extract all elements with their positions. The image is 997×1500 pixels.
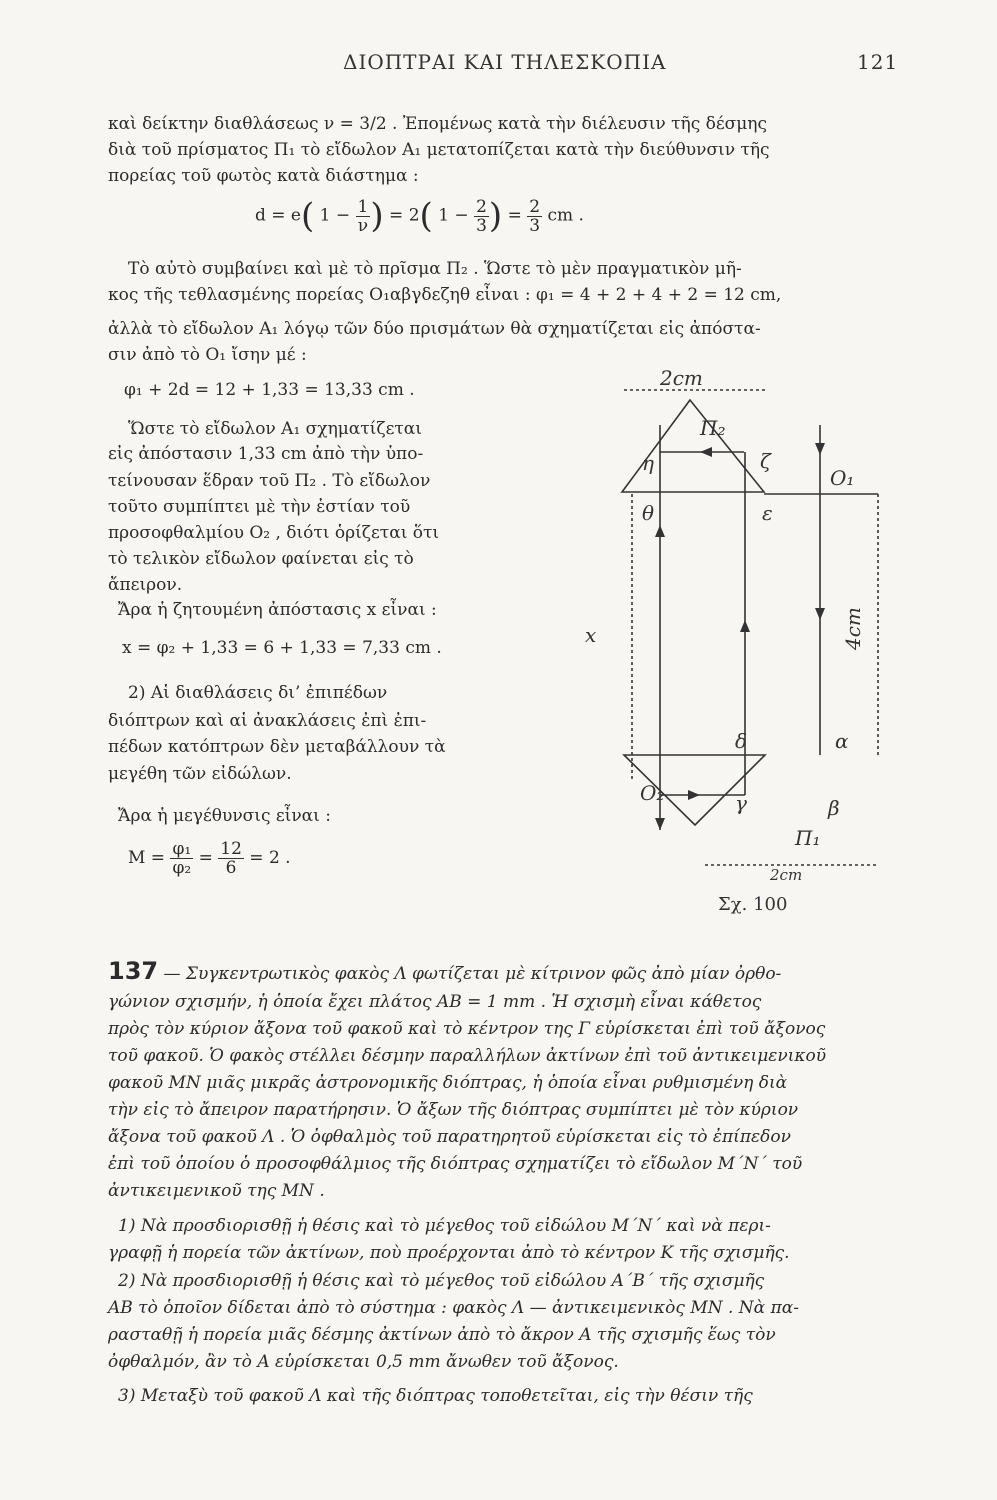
fraction: $\frac{2}{3}$ (476, 196, 487, 236)
label-eta: η (642, 451, 654, 475)
text-line: διὰ τοῦ πρίσματος Π₁ τὸ εἴδωλον Α₁ μετατοπίζεται κατὰ τὴν διεύθυνσιν τῆς (108, 140, 770, 160)
text-line: γραφῇ ἡ πορεία τῶν ἀκτίνων, ποὺ προέρχονται ἀπὸ τὸ κέντρον Κ τῆς σχισμῆς. (108, 1243, 790, 1263)
text-line: 1) Νὰ προσδιορισθῇ ἡ θέσις καὶ τὸ μέγεθος τοῦ εἰδώλου Μ΄Ν΄ καὶ νὰ περι- (118, 1216, 771, 1236)
text-line: 2) Νὰ προσδιορισθῇ ἡ θέσις καὶ τὸ μέγεθος τοῦ εἰδώλου Α΄Β΄ τῆς σχισμῆς (118, 1271, 765, 1291)
arrow-head (700, 447, 712, 457)
eq-part: d = e (255, 205, 301, 226)
running-header-title: ΔΙΟΠΤΡΑΙ ΚΑΙ ΤΗΛΕΣΚΟΠΙΑ (343, 50, 667, 74)
prism-p2-shape (622, 400, 764, 492)
figure-caption: Σχ. 100 (718, 894, 788, 915)
equation-magnification: M = $\frac{\text{φ₁}}{\text{φ₂}}$ = $\frac{12}{6}$ = 2 . (128, 839, 291, 878)
text-line: ἄξονα τοῦ φακοῦ Λ . Ὁ ὀφθαλμὸς τοῦ παρατηρητοῦ εὑρίσκεται εἰς τὸ ἐπίπεδον (108, 1127, 791, 1147)
arrow-head (815, 443, 825, 455)
eq-part: = (507, 205, 522, 226)
label-4cm: 4cm (841, 607, 865, 650)
text-line: Ὥστε τὸ εἴδωλον Α₁ σχηματίζεται (128, 419, 422, 439)
text-line: προσοφθαλμίου Ο₂ , διότι ὁρίζεται ὅτι (108, 523, 440, 543)
fraction: $\frac{2}{3}$ (529, 196, 541, 236)
text-line: πρὸς τὸν κύριον ἄξονα τοῦ φακοῦ καὶ τὸ κέντρον της Γ εὑρίσκεται ἐπὶ τοῦ ἄξονος (108, 1019, 826, 1039)
label-alpha: α (835, 729, 849, 753)
text-line: διόπτρων καὶ αἱ ἀνακλάσεις ἐπὶ ἐπι- (108, 711, 427, 731)
text-line: πέδων κατόπτρων δὲν μεταβάλλουν τὰ (108, 737, 446, 757)
label-theta: θ (642, 501, 655, 525)
label-o2: O₂ (640, 781, 665, 805)
text-line: εἰς ἀπόστασιν 1,33 cm ἀπὸ τὴν ὑπο- (108, 444, 424, 464)
text-line: ἐπὶ τοῦ ὁποίου ὁ προσοφθάλμιος τῆς διόπτρας σχηματίζει τὸ εἴδωλον Μ΄Ν΄ τοῦ (108, 1154, 803, 1174)
text-line: κος τῆς τεθλασμένης πορείας Ο₁αβγδεζηθ εἶναι : φ₁ = 4 + 2 + 4 + 2 = 12 cm, (108, 285, 782, 305)
text-line: τείνουσαν ἕδραν τοῦ Π₂ . Τὸ εἴδωλον (108, 471, 431, 491)
eq-part: 1 − (319, 205, 351, 226)
text-line: πορείας τοῦ φωτὸς κατὰ διάστημα : (108, 166, 419, 186)
text-line: 3) Μεταξὺ τοῦ φακοῦ Λ καὶ τῆς διόπτρας τοποθετεῖται, εἰς τὴν θέσιν τῆς (118, 1386, 753, 1406)
section-number: 137 (108, 957, 159, 985)
equation-line: φ₁ + 2d = 12 + 1,33 = 13,33 cm . (124, 380, 415, 400)
label-o1: O₁ (830, 466, 855, 490)
arrow-head (688, 790, 700, 800)
text-line: γώνιον σχισμήν, ἡ ὁποία ἔχει πλάτος ΑΒ = 1 mm . Ἡ σχισμὴ εἶναι κάθετος (108, 992, 762, 1012)
text-line: Ἄρα ἡ ζητουμένη ἀπόστασις x εἶναι : (118, 600, 437, 620)
eq-part: 1 − (438, 205, 469, 226)
fraction: $\frac{1}{\nu}$ (357, 196, 369, 236)
arrow-head (740, 620, 750, 632)
text-line: 2) Αἱ διαθλάσεις δι’ ἐπιπέδων (128, 683, 388, 703)
text-line: ἀλλὰ τὸ εἴδωλον Α₁ λόγῳ τῶν δύο πρισμάτων θὰ σχηματίζεται εἰς ἀπόστα- (108, 319, 761, 339)
section-137-first-line (108, 957, 782, 985)
text-line: σιν ἀπὸ τὸ Ο₁ ἴσην μέ : (108, 345, 307, 365)
label-zeta: ζ (760, 449, 771, 473)
text-line: φακοῦ ΜΝ μιᾶς μικρᾶς ἀστρονομικῆς διόπτρας, ἡ ὁποία εἶναι ρυθμισμένη διὰ (108, 1073, 788, 1093)
label-2cm-bottom: 2cm (770, 866, 803, 884)
text-line: ὀφθαλμόν, ἂν τὸ Α εὑρίσκεται 0,5 mm ἄνωθεν τοῦ ἄξονος. (108, 1352, 619, 1372)
label-p1: Π₁ (795, 826, 821, 850)
arrow-head (655, 818, 665, 830)
label-epsilon: ε (762, 501, 773, 525)
arrow-head (815, 608, 825, 620)
text-line: Συγκεντρωτικὸς φακὸς Λ φωτίζεται μὲ κίτρινον φῶς ἀπὸ μίαν ὀρθο- (185, 964, 782, 984)
label-beta: β (828, 796, 840, 820)
text-line: τὸ τελικὸν εἴδωλον φαίνεται εἰς τὸ (108, 549, 414, 569)
text-line: Τὸ αὐτὸ συμβαίνει καὶ μὲ τὸ πρῖσμα Π₂ . Ὥστε τὸ μὲν πραγματικὸν μῆ- (128, 259, 742, 279)
eq-part: = 2 (389, 205, 420, 226)
equation-line: x = φ₂ + 1,33 = 6 + 1,33 = 7,33 cm . (122, 638, 442, 658)
text-line: ΑΒ τὸ ὁποῖον δίδεται ἀπὸ τὸ σύστημα : φακὸς Λ — ἀντικειμενικὸς ΜΝ . Νὰ πα- (108, 1298, 799, 1318)
label-x: x (585, 623, 597, 647)
page-number: 121 (857, 50, 899, 74)
label-gamma: γ (735, 791, 747, 815)
text-line: ἀντικειμενικοῦ της ΜΝ . (108, 1181, 325, 1201)
eq-part: cm . (547, 205, 584, 226)
text-line: ἄπειρον. (108, 575, 183, 595)
text-line: ρασταθῇ ἡ πορεία μιᾶς δέσμης ἀκτίνων ἀπὸ τὸ ἄκρον Α τῆς σχισμῆς ἕως τὸν (108, 1325, 776, 1345)
section-dash: — (163, 964, 181, 984)
label-2cm-top: 2cm (660, 366, 703, 390)
label-p2: Π₂ (700, 416, 726, 440)
equation-d: d = e( 1 − $\frac{1}{\nu}$ ) = 2( 1 − $\frac{2}{3}$ ) = $\frac{2}{3}$ cm . (255, 196, 584, 236)
label-delta: δ (735, 729, 748, 753)
text-line: Ἄρα ἡ μεγέθυνσις εἶναι : (118, 806, 331, 826)
text-line: μεγέθη τῶν εἰδώλων. (108, 764, 292, 784)
arrow-head (655, 525, 665, 537)
text-line: τὴν εἰς τὸ ἄπειρον παρατήρησιν. Ὁ ἄξων τῆς διόπτρας συμπίπτει μὲ τὸν κύριον (108, 1100, 799, 1120)
text-line: καὶ δείκτην διαθλάσεως ν = 3/2 . Ἐπομένως κατὰ τὴν διέλευσιν τῆς δέσμης (108, 114, 768, 134)
text-line: τοῦτο συμπίπτει μὲ τὴν ἑστίαν τοῦ (108, 497, 411, 517)
text-line: τοῦ φακοῦ. Ὁ φακὸς στέλλει δέσμην παραλλήλων ἀκτίνων ἐπὶ τοῦ ἀντικειμενικοῦ (108, 1046, 827, 1066)
